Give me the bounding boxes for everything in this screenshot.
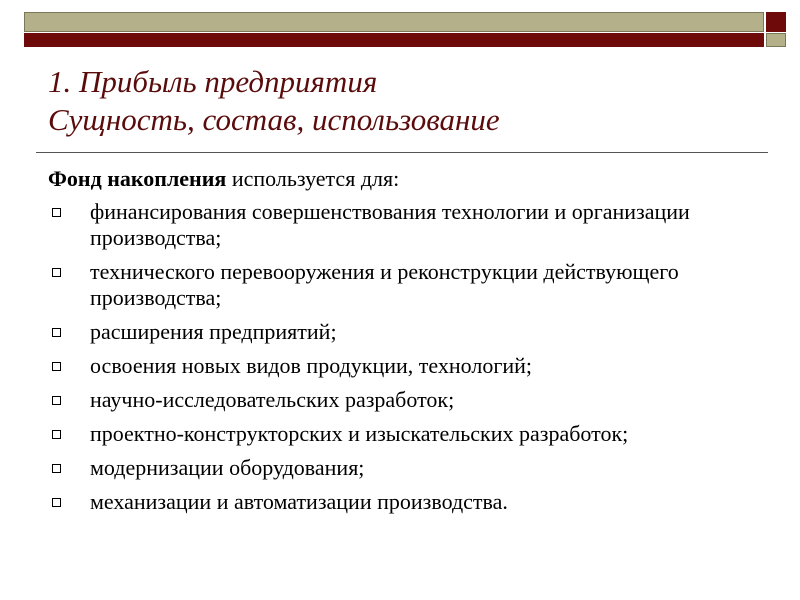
list-item-text: модернизации оборудования; xyxy=(90,455,365,480)
list-item xyxy=(48,199,768,251)
square-bullet-icon xyxy=(52,268,61,277)
header-corner-olive xyxy=(766,33,786,47)
list-item xyxy=(48,319,768,345)
list-item xyxy=(48,387,768,413)
header-bar-maroon xyxy=(24,33,764,47)
list-item xyxy=(48,421,768,447)
list-item xyxy=(48,353,768,379)
intro-paragraph xyxy=(48,166,768,192)
header-corner-maroon xyxy=(766,12,786,32)
square-bullet-icon xyxy=(52,464,61,473)
square-bullet-icon xyxy=(52,498,61,507)
slide-title-line-2: Сущность, состав, использование xyxy=(48,102,500,137)
intro-bold-term: Фонд накопления xyxy=(48,166,227,191)
list-item xyxy=(48,489,768,515)
square-bullet-icon xyxy=(52,328,61,337)
bullet-list xyxy=(48,199,768,515)
list-item-text: финансирования совершенствования технологии и организации производства; xyxy=(90,199,690,250)
slide-title-line-1: 1. Прибыль предприятия xyxy=(48,64,378,99)
square-bullet-icon xyxy=(52,396,61,405)
list-item-text: расширения предприятий; xyxy=(90,319,337,344)
list-item-text: освоения новых видов продукции, технологий; xyxy=(90,353,533,378)
square-bullet-icon xyxy=(52,362,61,371)
list-item xyxy=(48,455,768,481)
slide-title xyxy=(48,63,768,139)
square-bullet-icon xyxy=(52,208,61,217)
intro-text: используется для: xyxy=(226,166,400,191)
list-item-text: механизации и автоматизации производства. xyxy=(90,489,508,514)
header-bar-olive xyxy=(24,12,764,32)
slide-body xyxy=(48,166,768,523)
title-divider xyxy=(36,152,768,153)
square-bullet-icon xyxy=(52,430,61,439)
list-item-text: проектно-конструкторских и изыскательских разработок; xyxy=(90,421,629,446)
list-item xyxy=(48,259,768,311)
list-item-text: научно-исследовательских разработок; xyxy=(90,387,455,412)
list-item-text: технического перевооружения и реконструкции действующего производства; xyxy=(90,259,679,310)
